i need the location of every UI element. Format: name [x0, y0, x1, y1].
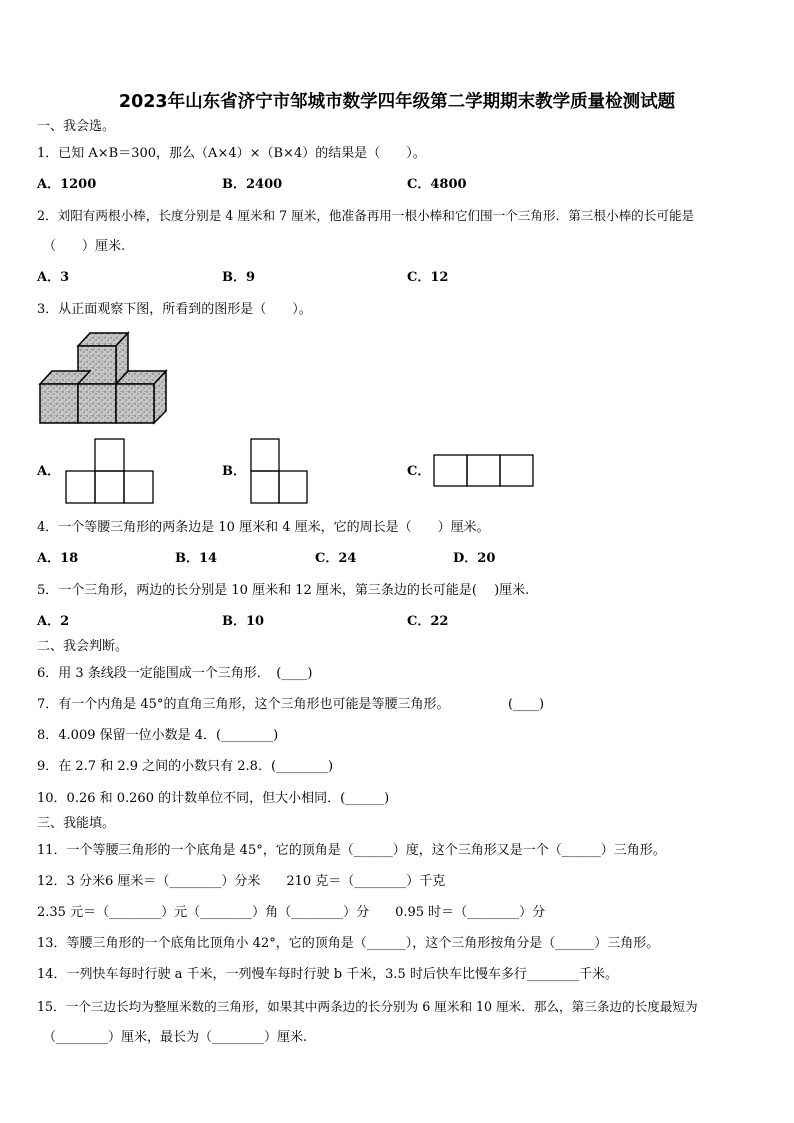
question-2-option-b: B．9 — [222, 270, 256, 285]
question-13: 13．等腰三角形的一个底角比顶角小 42°，它的顶角是（______），这个三角形按角分是（______）三角形。 — [37, 936, 660, 951]
question-2-option-a: A．3 — [37, 270, 70, 285]
question-4-option-b: B．14 — [175, 551, 218, 566]
option-b-view-figure — [250, 438, 310, 504]
question-14: 14．一列快车每时行驶 a 千米，一列慢车每时行驶 b 千米，3.5 时后快车比慢车多行________千米。 — [37, 967, 618, 982]
question-6: 6．用 3 条线段一定能围成一个三角形． (____) — [37, 666, 313, 681]
question-4-stem: 4．一个等腰三角形的两条边是 10 厘米和 4 厘米，它的周长是（ ）厘米。 — [37, 520, 490, 535]
section-heading-2: 二、我会判断。 — [37, 639, 129, 654]
question-12-line-1: 12．3 分米6 厘米＝（________）分米 210 克＝（________）千克 — [37, 874, 446, 889]
question-3-option-c: C． — [407, 464, 431, 479]
question-7: 7．有一个内角是 45°的直角三角形，这个三角形也可能是等腰三角形。 (____) — [37, 697, 545, 712]
question-3-option-b: B． — [222, 464, 246, 479]
question-15-line-1: 15．一个三边长均为整厘米数的三角形，如果其中两条边的长分别为 6 厘米和 10 厘米．那么，第三条边的长度最短为 — [37, 999, 698, 1014]
question-4-option-a: A．18 — [37, 551, 79, 566]
question-2-stem: 2．刘阳有两根小棒，长度分别是 4 厘米和 7 厘米，他准备再用一根小棒和它们围一个三角形．第三根小棒的长可能是 — [37, 208, 695, 223]
option-a-view-figure — [65, 438, 155, 504]
section-heading-1: 一、我会选。 — [37, 119, 116, 134]
question-5-option-a: A．2 — [37, 614, 70, 629]
page-title: 2023年山东省济宁市邹城市数学四年级第二学期期末教学质量检测试题 — [118, 92, 676, 112]
question-10: 10．0.26 和 0.260 的计数单位不同，但大小相同．(______) — [37, 791, 390, 806]
question-1-option-a: A．1200 — [37, 177, 97, 192]
question-12-line-2: 2.35 元＝（________）元（________）角（________）分 0.95 时＝（________）分 — [37, 905, 546, 920]
section-heading-3: 三、我能填。 — [37, 816, 116, 831]
question-5-stem: 5．一个三角形，两边的长分别是 10 厘米和 12 厘米，第三条边的长可能是( )厘米. — [37, 583, 530, 598]
question-4-option-d: D．20 — [453, 551, 496, 566]
question-2-stem-cont: （ ）厘米. — [43, 239, 126, 254]
option-c-view-figure — [433, 454, 535, 488]
question-1-option-c: C．4800 — [407, 177, 467, 192]
question-1-stem: 1．已知 A×B＝300，那么（A×4）×（B×4）的结果是（ ）。 — [37, 146, 426, 161]
question-1-option-b: B．2400 — [222, 177, 283, 192]
question-3-option-a: A． — [37, 464, 61, 479]
cube-figure — [38, 331, 170, 427]
question-4-option-c: C．24 — [315, 551, 357, 566]
question-2-option-c: C．12 — [407, 270, 449, 285]
question-5-option-c: C．22 — [407, 614, 449, 629]
question-3-stem: 3．从正面观察下图，所看到的图形是（ ）。 — [37, 302, 312, 317]
question-15-line-2: （________）厘米，最长为（________）厘米. — [43, 1030, 308, 1045]
question-8: 8．4.009 保留一位小数是 4．(________) — [37, 728, 279, 743]
question-5-option-b: B．10 — [222, 614, 265, 629]
question-11: 11．一个等腰三角形的一个底角是 45°，它的顶角是（______）度，这个三角形又是一个（______）三角形。 — [37, 843, 666, 858]
question-9: 9．在 2.7 和 2.9 之间的小数只有 2.8．(________) — [37, 759, 334, 774]
